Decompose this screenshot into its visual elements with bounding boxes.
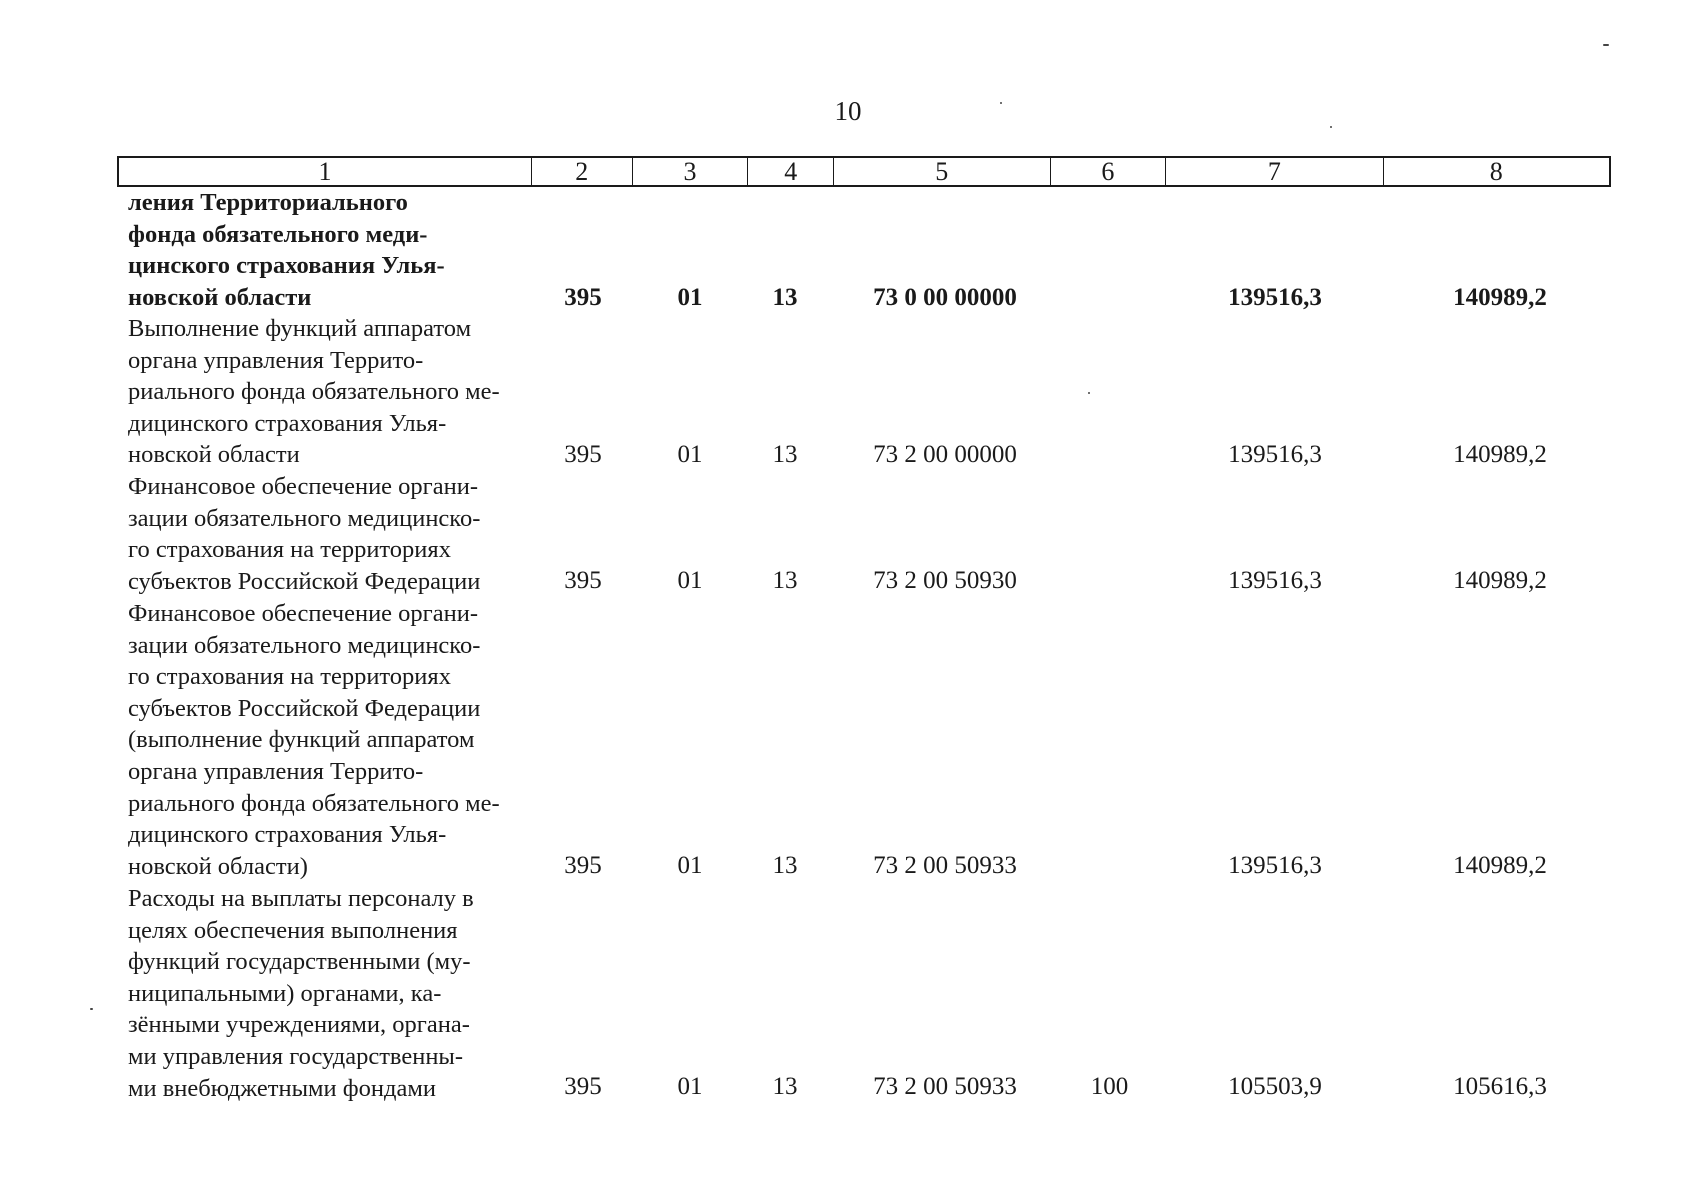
cell-col7: 139516,3 xyxy=(1228,852,1322,879)
cell-col8: 105616,3 xyxy=(1453,1073,1547,1100)
description-line: го страхования на территориях xyxy=(128,663,451,691)
description-line: функций государственными (му- xyxy=(128,948,471,976)
description-line: новской области) xyxy=(128,852,308,880)
scan-speck xyxy=(1330,126,1332,128)
cell-col8: 140989,2 xyxy=(1453,441,1547,468)
description-line: ми управления государственны- xyxy=(128,1042,464,1070)
description-line: целях обеспечения выполнения xyxy=(128,916,458,944)
column-header-7: 7 xyxy=(1166,158,1383,185)
cell-col5: 73 2 00 50933 xyxy=(873,852,1017,879)
description-line: цинского страхования Улья- xyxy=(128,252,445,280)
description-line: зации обязательного медицинско- xyxy=(128,504,481,532)
column-header-2: 2 xyxy=(532,158,633,185)
description-line: го страхования на территориях xyxy=(128,536,451,564)
description-line: фонда обязательного меди- xyxy=(128,220,428,248)
description-line: Финансовое обеспечение органи- xyxy=(128,473,478,500)
row-description xyxy=(128,471,534,597)
column-header-4: 4 xyxy=(748,158,834,185)
cell-col2: 395 xyxy=(564,284,602,311)
description-line: ления Территориального xyxy=(128,189,408,216)
description-line: Расходы на выплаты персоналу в xyxy=(128,885,474,912)
cell-col3: 01 xyxy=(677,852,703,879)
description-line: риального фонда обязательного ме- xyxy=(128,378,500,406)
description-line: ми внебюджетными фондами xyxy=(128,1074,436,1102)
description-line: зации обязательного медицинско- xyxy=(128,631,481,659)
cell-col5: 73 0 00 00000 xyxy=(873,284,1017,311)
description-line: дицинского страхования Улья- xyxy=(128,409,447,437)
description-line: субъектов Российской Федерации xyxy=(128,567,481,595)
description-line: риального фонда обязательного ме- xyxy=(128,789,500,817)
scan-speck xyxy=(1000,102,1002,104)
row-description xyxy=(128,187,534,313)
description-line: субъектов Российской Федерации xyxy=(128,694,481,722)
scan-speck xyxy=(1603,44,1609,46)
description-line: (выполнение функций аппаратом xyxy=(128,726,475,754)
description-line: дицинского страхования Улья- xyxy=(128,821,447,849)
cell-col3: 01 xyxy=(677,441,703,468)
column-header-row xyxy=(117,156,1611,187)
cell-col5: 73 2 00 50933 xyxy=(873,1073,1017,1100)
cell-col8: 140989,2 xyxy=(1453,852,1547,879)
row-description xyxy=(128,313,534,471)
cell-col4: 13 xyxy=(772,1073,798,1100)
cell-col7: 139516,3 xyxy=(1228,441,1322,468)
cell-col5: 73 2 00 50930 xyxy=(873,567,1017,594)
cell-col3: 01 xyxy=(677,567,703,594)
cell-col2: 395 xyxy=(564,852,602,879)
scan-speck xyxy=(90,1008,93,1010)
cell-col7: 139516,3 xyxy=(1228,567,1322,594)
cell-col6: 100 xyxy=(1090,1073,1129,1100)
cell-col7: 139516,3 xyxy=(1228,284,1322,311)
cell-col4: 13 xyxy=(772,441,798,468)
description-line: органа управления Террито- xyxy=(128,757,424,785)
column-header-5: 5 xyxy=(834,158,1050,185)
cell-col8: 140989,2 xyxy=(1453,284,1547,311)
column-header-1: 1 xyxy=(119,158,532,185)
cell-col5: 73 2 00 00000 xyxy=(873,441,1017,468)
scan-speck xyxy=(1088,392,1090,394)
description-line: новской области xyxy=(128,283,312,311)
description-line: Выполнение функций аппаратом xyxy=(128,315,472,342)
column-header-3: 3 xyxy=(633,158,749,185)
cell-col2: 395 xyxy=(564,1073,602,1100)
description-line: зёнными учреждениями, органа- xyxy=(128,1011,470,1039)
cell-col4: 13 xyxy=(772,284,798,311)
cell-col3: 01 xyxy=(677,1073,703,1100)
row-description xyxy=(128,883,534,1104)
description-line: новской области xyxy=(128,441,300,469)
cell-col3: 01 xyxy=(677,284,703,311)
description-line: органа управления Террито- xyxy=(128,346,424,374)
cell-col2: 395 xyxy=(564,567,602,594)
cell-col7: 105503,9 xyxy=(1228,1073,1322,1100)
cell-col4: 13 xyxy=(772,567,798,594)
cell-col4: 13 xyxy=(772,852,798,879)
cell-col2: 395 xyxy=(564,441,602,468)
row-description xyxy=(128,598,534,882)
column-header-6: 6 xyxy=(1051,158,1167,185)
description-line: Финансовое обеспечение органи- xyxy=(128,600,478,627)
column-header-8: 8 xyxy=(1489,157,1503,186)
page-number: 10 xyxy=(834,96,862,126)
cell-col8: 140989,2 xyxy=(1453,567,1547,594)
description-line: ниципальными) органами, ка- xyxy=(128,979,442,1007)
